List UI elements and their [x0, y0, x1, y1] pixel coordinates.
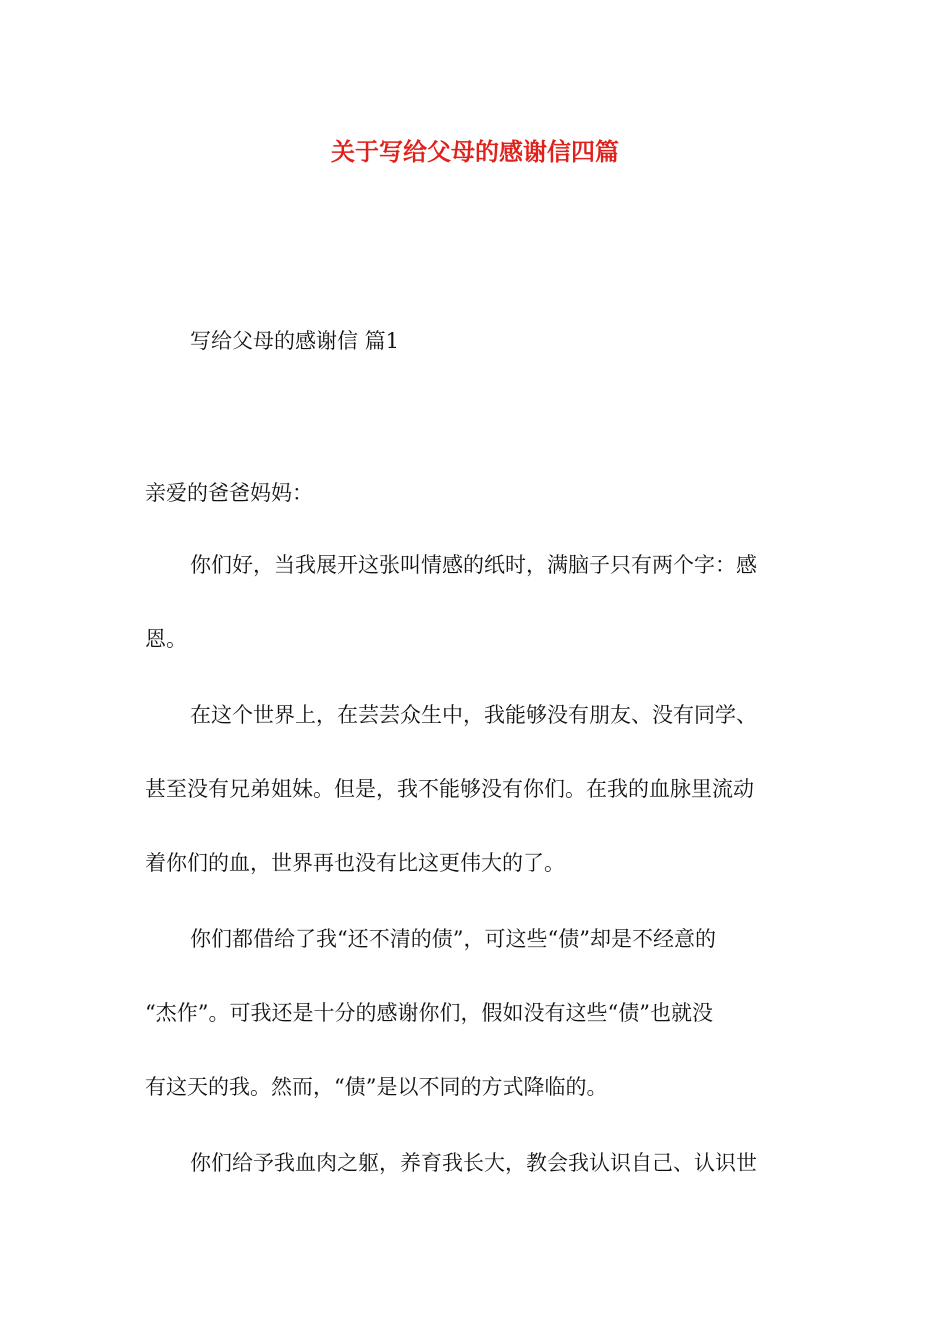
paragraph-line: 你们好，当我展开这张叫情感的纸时，满脑子只有两个字：感 — [190, 553, 757, 577]
section-heading: 写给父母的感谢信 篇1 — [190, 329, 400, 353]
paragraph-line: 甚至没有兄弟姐妹。但是，我不能够没有你们。在我的血脉里流动 — [145, 777, 754, 801]
paragraph-line: 有这天的我。然而，“债”是以不同的方式降临的。 — [145, 1075, 608, 1099]
paragraph-line: 在这个世界上，在芸芸众生中，我能够没有朋友、没有同学、 — [190, 703, 757, 727]
paragraph-line: 恩。 — [145, 627, 187, 651]
paragraph-line: 着你们的血，世界再也没有比这更伟大的了。 — [145, 851, 565, 875]
salutation: 亲爱的爸爸妈妈： — [145, 481, 313, 505]
document-title: 关于写给父母的感谢信四篇 — [331, 137, 619, 166]
paragraph-line: 你们都借给了我“还不清的债”，可这些“债”却是不经意的 — [190, 927, 716, 951]
paragraph-line: 你们给予我血肉之躯，养育我长大，教会我认识自己、认识世 — [190, 1151, 757, 1175]
paragraph-line: “杰作”。可我还是十分的感谢你们，假如没有这些“债”也就没 — [145, 1001, 713, 1025]
